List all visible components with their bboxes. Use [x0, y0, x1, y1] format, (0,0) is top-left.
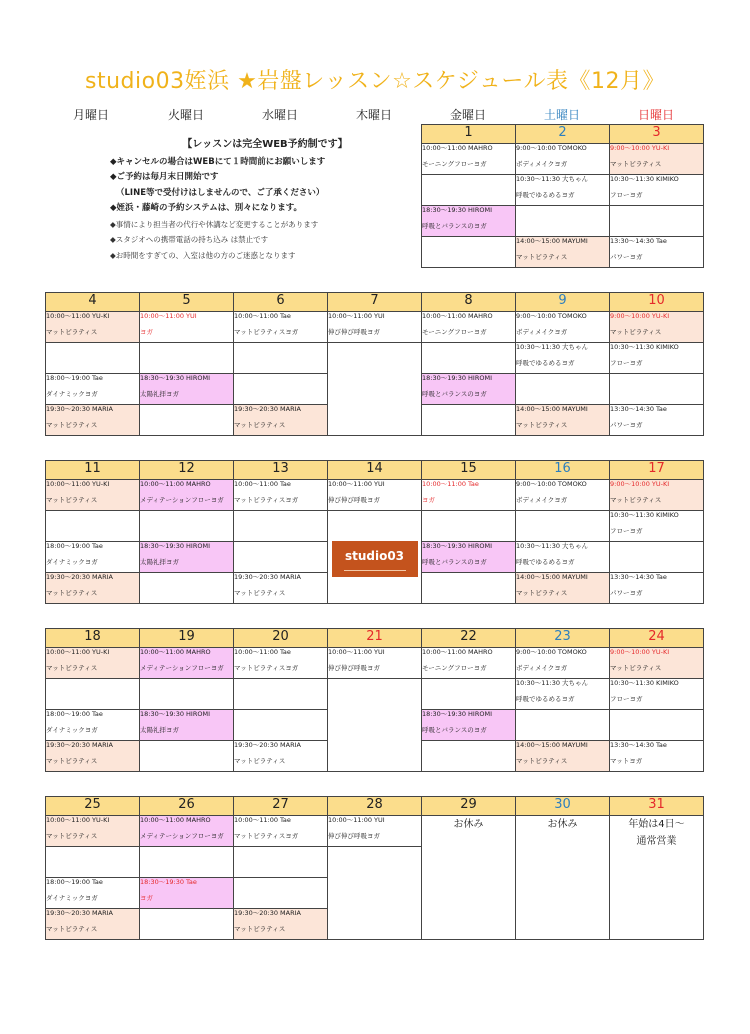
date-21: 21	[328, 629, 422, 648]
empty-slot	[140, 847, 234, 878]
closed-cell	[610, 816, 704, 940]
class-slot[interactable]: 10:00～11:00 YUI ヨガ	[140, 312, 234, 343]
class-slot[interactable]: 10:00～11:00 MAHRO メディテーションフローヨガ	[140, 480, 234, 511]
notes-line: ◆スタジオへの携帯電話の持ち込み は禁止です	[110, 235, 269, 244]
class-slot[interactable]: 9:00～10:00 YU-KI マットピラティス	[610, 312, 704, 343]
class-slot[interactable]: 10:00～11:00 YU-KI マットピラティス	[46, 312, 140, 343]
date-27: 27	[234, 797, 328, 816]
notes-line: ◆事情により担当者の代行や休講など変更することがあります	[110, 219, 319, 229]
class-slot[interactable]: 10:00～11:00 YU-KI マットピラティス	[46, 648, 140, 679]
empty-slot	[422, 511, 516, 542]
class-slot[interactable]: 10:00～11:00 MAHRO モーニングフローヨガ	[422, 312, 516, 343]
class-slot[interactable]: 10:00～11:00 MAHRO メディテーションフローヨガ	[140, 648, 234, 679]
class-slot[interactable]: 9:00～10:00 TOMOKO ボディメイクヨガ	[516, 480, 610, 511]
closed-cell	[516, 816, 610, 940]
date-3: 3	[610, 125, 704, 144]
class-slot[interactable]: 14:00～15:00 MAYUMI マットピラティス	[516, 405, 610, 436]
empty-slot	[328, 343, 422, 436]
class-slot[interactable]: 10:30～11:30 KIMIKO フローヨガ	[610, 343, 704, 374]
class-slot[interactable]: 14:00～15:00 MAYUMI マットピラティス	[516, 741, 610, 772]
empty-slot	[516, 511, 610, 542]
empty-slot	[422, 679, 516, 710]
class-slot[interactable]: 13:30～14:30 Tae パワーヨガ	[610, 573, 704, 604]
date-26: 26	[140, 797, 234, 816]
empty-slot	[234, 878, 328, 909]
empty-slot	[422, 405, 516, 436]
empty-slot	[140, 741, 234, 772]
class-slot[interactable]: 10:00～11:00 Tae マットピラティスヨガ	[234, 648, 328, 679]
class-slot[interactable]: 18:00～19:00 Tae ダイナミックヨガ	[46, 374, 140, 405]
date-9: 9	[516, 293, 610, 312]
class-slot[interactable]: 13:30～14:30 Tae マットヨガ	[610, 741, 704, 772]
class-slot[interactable]: 10:00～11:00 YUI 伸び伸び呼吸ヨガ	[328, 312, 422, 343]
date-2: 2	[516, 125, 610, 144]
class-slot[interactable]: 19:30～20:30 MARIA マットピラティス	[234, 741, 328, 772]
empty-slot	[422, 343, 516, 374]
weekday-sat: 土曜日	[543, 108, 580, 122]
page-title: studio03姪浜 ★岩盤レッスン☆スケジュール表《12月》	[85, 69, 665, 94]
notes-box	[110, 137, 410, 263]
closed-cell	[422, 816, 516, 940]
date-5: 5	[140, 293, 234, 312]
notes-line: ◆ご予約は毎月末日開始です	[110, 172, 219, 182]
empty-slot	[234, 710, 328, 741]
weekday-fri: 金曜日	[449, 108, 486, 122]
class-slot[interactable]: 18:00～19:00 Tae ダイナミックヨガ	[46, 878, 140, 909]
class-slot[interactable]: 18:00～19:00 Tae ダイナミックヨガ	[46, 542, 140, 573]
empty-slot	[234, 374, 328, 405]
class-slot[interactable]: 10:00～11:00 MAHRO モーニングフローヨガ	[422, 648, 516, 679]
date-14: 14	[328, 461, 422, 480]
date-23: 23	[516, 629, 610, 648]
date-8: 8	[422, 293, 516, 312]
date-13: 13	[234, 461, 328, 480]
closed-label: お休み	[453, 819, 484, 830]
date-10: 10	[610, 293, 704, 312]
empty-slot	[328, 847, 422, 940]
date-22: 22	[422, 629, 516, 648]
class-slot[interactable]: 18:30～19:30 HIROMI 呼吸とバランスのヨガ	[422, 542, 516, 573]
class-slot[interactable]: 18:30～19:30 Tae ヨガ	[140, 878, 234, 909]
studio03-logo: studio03	[332, 541, 418, 577]
class-slot[interactable]: 18:30～19:30 HIROMI 呼吸とバランスのヨガ	[422, 710, 516, 741]
empty-slot	[46, 511, 140, 542]
class-slot[interactable]: 18:00～19:00 Tae ダイナミックヨガ	[46, 710, 140, 741]
date-12: 12	[140, 461, 234, 480]
class-slot[interactable]: 13:30～14:30 Tae パワーヨガ	[610, 405, 704, 436]
empty-slot	[140, 909, 234, 940]
empty-slot	[610, 542, 704, 573]
class-slot[interactable]: 18:30～19:30 HIROMI 呼吸とバランスのヨガ	[422, 206, 516, 237]
date-row	[46, 461, 704, 480]
class-slot[interactable]: 10:00～11:00 YUI 伸び伸び呼吸ヨガ	[328, 480, 422, 511]
date-row	[46, 293, 704, 312]
new-year-notice: 年始は4日～ 通常営業	[628, 819, 685, 847]
class-slot[interactable]: 10:00～11:00 YU-KI マットピラティス	[46, 480, 140, 511]
empty-slot	[422, 573, 516, 604]
week-4-table	[45, 628, 704, 772]
week-5-table	[45, 796, 704, 940]
empty-slot	[46, 847, 140, 878]
empty-slot	[140, 405, 234, 436]
date-1: 1	[422, 125, 516, 144]
closed-label: お休み	[547, 819, 578, 830]
class-slot[interactable]: 10:00～11:00 YUI 伸び伸び呼吸ヨガ	[328, 648, 422, 679]
notes-line: （LINE等で受付けはしませんので、ご了承ください）	[116, 187, 325, 198]
class-slot[interactable]: 9:00～10:00 TOMOKO ボディメイクヨガ	[516, 648, 610, 679]
empty-slot	[516, 374, 610, 405]
empty-slot	[140, 343, 234, 374]
class-slot[interactable]: 9:00～10:00 TOMOKO ボディメイクヨガ	[516, 144, 610, 175]
notes-line: ◆お時間をすぎての、入室は他の方のご迷惑となります	[110, 250, 296, 260]
class-slot[interactable]: 10:00～11:00 MAHRO モーニングフローヨガ	[422, 144, 516, 175]
date-18: 18	[46, 629, 140, 648]
empty-slot	[328, 679, 422, 772]
logo-cell	[328, 511, 422, 604]
class-slot[interactable]: 9:00～10:00 YU-KI マットピラティス	[610, 648, 704, 679]
class-slot[interactable]: 14:00～15:00 MAYUMI マットピラティス	[516, 573, 610, 604]
week-2-table	[45, 292, 704, 436]
class-slot[interactable]: 19:30～20:30 MARIA マットピラティス	[234, 405, 328, 436]
class-slot[interactable]: 19:30～20:30 MARIA マットピラティス	[234, 909, 328, 940]
date-15: 15	[422, 461, 516, 480]
date-11: 11	[46, 461, 140, 480]
week-3-table	[45, 460, 704, 604]
date-row	[46, 629, 704, 648]
class-slot[interactable]: 10:30～11:30 大ちゃん 呼吸でゆるめるヨガ	[516, 679, 610, 710]
notes-line: ◆姪浜・藤崎の予約システムは、別々になります。	[110, 203, 303, 213]
class-slot[interactable]: 10:00～11:00 YUI 伸び伸び呼吸ヨガ	[328, 816, 422, 847]
class-slot[interactable]: 19:30～20:30 MARIA マットピラティス	[46, 909, 140, 940]
empty-slot	[422, 237, 516, 268]
class-slot[interactable]: 19:30～20:30 MARIA マットピラティス	[234, 573, 328, 604]
date-16: 16	[516, 461, 610, 480]
date-17: 17	[610, 461, 704, 480]
class-slot[interactable]: 10:00～11:00 YU-KI マットピラティス	[46, 816, 140, 847]
date-20: 20	[234, 629, 328, 648]
date-6: 6	[234, 293, 328, 312]
date-24: 24	[610, 629, 704, 648]
date-29: 29	[422, 797, 516, 816]
empty-slot	[140, 573, 234, 604]
weekday-wed: 水曜日	[261, 108, 298, 122]
notes-heading: 【レッスンは完全WEB予約制です】	[182, 139, 348, 150]
empty-slot	[234, 542, 328, 573]
empty-slot	[46, 343, 140, 374]
class-slot[interactable]: 9:00～10:00 YU-KI マットピラティス	[610, 480, 704, 511]
class-slot[interactable]: 9:00～10:00 TOMOKO ボディメイクヨガ	[516, 312, 610, 343]
empty-slot	[234, 679, 328, 710]
class-slot[interactable]: 10:30～11:30 KIMIKO フローヨガ	[610, 511, 704, 542]
date-4: 4	[46, 293, 140, 312]
empty-slot	[46, 679, 140, 710]
class-slot[interactable]: 13:30～14:30 Tae パワーヨガ	[610, 237, 704, 268]
notes-line: ◆キャンセルの場合はWEBにて１時間前にお願いします	[110, 156, 326, 167]
date-7: 7	[328, 293, 422, 312]
date-31: 31	[610, 797, 704, 816]
class-slot[interactable]: 19:30～20:30 MARIA マットピラティス	[46, 405, 140, 436]
class-slot[interactable]: 10:00～11:00 Tae マットピラティスヨガ	[234, 816, 328, 847]
empty-slot	[234, 847, 328, 878]
weekday-thu: 木曜日	[355, 108, 392, 122]
class-slot[interactable]: 18:30～19:30 HIROMI 太陽礼拝ヨガ	[140, 374, 234, 405]
date-28: 28	[328, 797, 422, 816]
date-25: 25	[46, 797, 140, 816]
class-slot[interactable]: 10:30～11:30 大ちゃん 呼吸でゆるめるヨガ	[516, 542, 610, 573]
class-slot[interactable]: 10:00～11:00 Tae ヨガ	[422, 480, 516, 511]
class-slot[interactable]: 10:30～11:30 KIMIKO フローヨガ	[610, 679, 704, 710]
class-slot[interactable]: 10:00～11:00 MAHRO メディテーションフローヨガ	[140, 816, 234, 847]
weekday-sun: 日曜日	[637, 108, 674, 122]
class-slot[interactable]: 9:00～10:00 YU-KI マットピラティス	[610, 144, 704, 175]
class-slot[interactable]: 19:30～20:30 MARIA マットピラティス	[46, 573, 140, 604]
empty-slot	[610, 710, 704, 741]
date-30: 30	[516, 797, 610, 816]
empty-slot	[516, 206, 610, 237]
empty-slot	[610, 206, 704, 237]
class-slot[interactable]: 10:00～11:00 Tae マットピラティスヨガ	[234, 480, 328, 511]
class-slot[interactable]: 18:30～19:30 HIROMI 太陽礼拝ヨガ	[140, 710, 234, 741]
class-slot[interactable]: 10:30～11:30 KIMIKO フローヨガ	[610, 175, 704, 206]
empty-slot	[234, 511, 328, 542]
empty-slot	[140, 511, 234, 542]
empty-slot	[516, 710, 610, 741]
empty-slot	[422, 741, 516, 772]
empty-slot	[140, 679, 234, 710]
date-row	[46, 797, 704, 816]
class-slot[interactable]: 19:30～20:30 MARIA マットピラティス	[46, 741, 140, 772]
weekday-tue: 火曜日	[167, 108, 204, 122]
date-row	[422, 125, 704, 144]
class-slot[interactable]: 10:30～11:30 大ちゃん 呼吸でゆるめるヨガ	[516, 343, 610, 374]
weekday-mon: 月曜日	[72, 108, 109, 122]
empty-slot	[422, 175, 516, 206]
week-1-table	[421, 124, 704, 268]
empty-slot	[234, 343, 328, 374]
class-slot[interactable]: 14:00～15:00 MAYUMI マットピラティス	[516, 237, 610, 268]
class-slot[interactable]: 18:30～19:30 HIROMI 太陽礼拝ヨガ	[140, 542, 234, 573]
class-slot[interactable]: 10:30～11:30 大ちゃん 呼吸でゆるめるヨガ	[516, 175, 610, 206]
date-19: 19	[140, 629, 234, 648]
empty-slot	[610, 374, 704, 405]
class-slot[interactable]: 18:30～19:30 HIROMI 呼吸とバランスのヨガ	[422, 374, 516, 405]
class-slot[interactable]: 10:00～11:00 Tae マットピラティスヨガ	[234, 312, 328, 343]
